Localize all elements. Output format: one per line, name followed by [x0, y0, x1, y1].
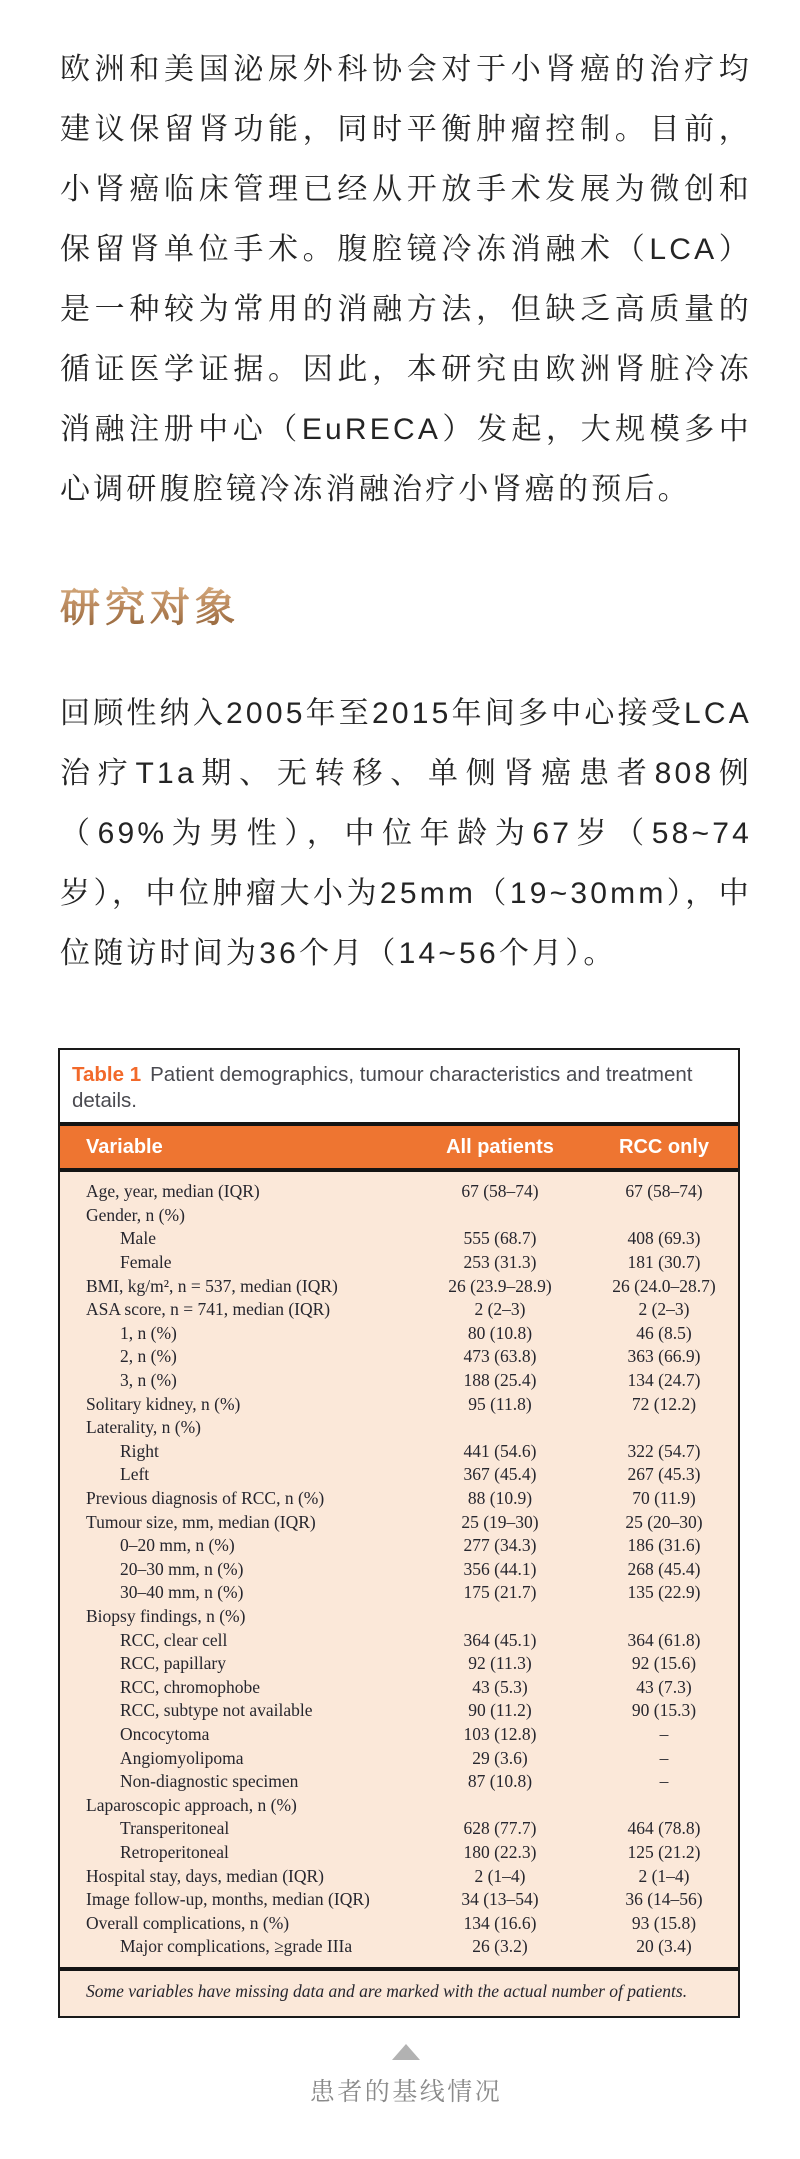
- row-value-rcc-only: 2 (1–4): [638, 1865, 690, 1886]
- row-label: Overall complications, n (%): [86, 1912, 290, 1933]
- row-value-rcc-only: 125 (21.2): [627, 1841, 701, 1862]
- table-row: [60, 1841, 738, 1865]
- table-row: [60, 1204, 738, 1228]
- table-row: [60, 1628, 738, 1652]
- row-value-all-patients: 364 (45.1): [463, 1629, 537, 1650]
- row-label: Retroperitoneal: [120, 1841, 229, 1862]
- table-row: [60, 1534, 738, 1558]
- column-header-rcc-only: RCC only: [619, 1135, 709, 1158]
- row-label: Female: [120, 1252, 172, 1273]
- row-label: 0–20 mm, n (%): [120, 1535, 235, 1556]
- row-value-all-patients: 188 (25.4): [463, 1370, 537, 1391]
- row-value-all-patients: 26 (23.9–28.9): [448, 1275, 552, 1296]
- table-row: [60, 1793, 738, 1817]
- column-header-variable: Variable: [86, 1135, 163, 1158]
- row-label: Male: [120, 1228, 156, 1249]
- row-label: Laterality, n (%): [86, 1417, 201, 1438]
- table-caption-label: Table 1: [72, 1063, 142, 1086]
- row-value-rcc-only: 363 (66.9): [627, 1346, 701, 1367]
- row-value-rcc-only: 46 (8.5): [636, 1322, 692, 1343]
- row-value-rcc-only: 134 (24.7): [627, 1370, 701, 1391]
- table-row: [60, 1416, 738, 1440]
- table-row: [60, 1699, 738, 1723]
- row-value-rcc-only: 25 (20–30): [625, 1511, 703, 1532]
- row-value-rcc-only: 67 (58–74): [625, 1181, 703, 1202]
- row-value-all-patients: 2 (1–4): [474, 1865, 526, 1886]
- row-label: RCC, subtype not available: [120, 1700, 313, 1721]
- row-value-all-patients: 555 (68.7): [463, 1228, 537, 1249]
- row-label: 30–40 mm, n (%): [120, 1582, 244, 1603]
- table-row: [60, 1392, 738, 1416]
- row-value-all-patients: 87 (10.8): [467, 1771, 533, 1792]
- row-value-all-patients: 441 (54.6): [463, 1440, 537, 1461]
- table-row: [60, 1746, 738, 1770]
- row-label: 2, n (%): [120, 1346, 177, 1367]
- row-label: Gender, n (%): [86, 1204, 185, 1225]
- row-value-rcc-only: 72 (12.2): [631, 1393, 697, 1414]
- row-value-rcc-only: 36 (14–56): [625, 1889, 703, 1910]
- row-label: Left: [120, 1464, 150, 1485]
- table-row: [60, 1180, 738, 1204]
- table-figure: [58, 1048, 740, 2018]
- table-row: [60, 1558, 738, 1582]
- table-row: [60, 1440, 738, 1464]
- table-row: [60, 1770, 738, 1794]
- column-header-all-patients: All patients: [446, 1135, 554, 1158]
- row-value-rcc-only: 186 (31.6): [627, 1535, 701, 1556]
- row-value-rcc-only: 135 (22.9): [627, 1582, 701, 1603]
- table-caption-text: Patient demographics, tumour characteristics and treatment details.: [72, 1063, 693, 1112]
- table-row: [60, 1935, 738, 1959]
- section-heading: 研究对象: [60, 585, 240, 630]
- row-value-all-patients: 253 (31.3): [463, 1252, 537, 1273]
- table-caption: [60, 1050, 738, 1122]
- table-row: [60, 1510, 738, 1534]
- table-row: [60, 1888, 738, 1912]
- row-label: Major complications, ≥grade IIIa: [120, 1936, 353, 1957]
- row-label: Transperitoneal: [120, 1818, 230, 1839]
- table-row: [60, 1369, 738, 1393]
- row-label: Oncocytoma: [120, 1723, 210, 1744]
- row-value-all-patients: 90 (11.2): [468, 1700, 532, 1721]
- row-label: Angiomyolipoma: [120, 1747, 244, 1768]
- row-value-all-patients: 34 (13–54): [461, 1889, 539, 1910]
- row-value-rcc-only: 43 (7.3): [636, 1676, 692, 1697]
- table-row: [60, 1487, 738, 1511]
- row-value-rcc-only: –: [659, 1723, 669, 1744]
- row-label: Age, year, median (IQR): [86, 1181, 260, 1202]
- table-footnote: Some variables have missing data and are marked with the actual number of patients.: [60, 1967, 738, 2016]
- row-value-rcc-only: 26 (24.0–28.7): [612, 1275, 716, 1296]
- row-value-rcc-only: 181 (30.7): [627, 1252, 701, 1273]
- row-value-rcc-only: 267 (45.3): [627, 1464, 701, 1485]
- row-value-rcc-only: 93 (15.8): [631, 1912, 697, 1933]
- row-value-all-patients: 2 (2–3): [474, 1299, 526, 1320]
- figure-footer: [60, 2044, 752, 2108]
- row-value-all-patients: 628 (77.7): [463, 1818, 537, 1839]
- row-value-all-patients: 103 (12.8): [463, 1723, 537, 1744]
- row-value-rcc-only: 20 (3.4): [636, 1936, 692, 1957]
- row-label: RCC, clear cell: [120, 1629, 228, 1650]
- row-value-rcc-only: 364 (61.8): [627, 1629, 701, 1650]
- row-value-all-patients: 356 (44.1): [463, 1558, 537, 1579]
- section-heading-wrap: [60, 584, 752, 634]
- row-label: Right: [120, 1440, 159, 1461]
- table-row: [60, 1864, 738, 1888]
- row-label: RCC, chromophobe: [120, 1676, 260, 1697]
- row-value-rcc-only: 92 (15.6): [631, 1653, 697, 1674]
- row-label: Image follow-up, months, median (IQR): [86, 1889, 370, 1910]
- row-value-rcc-only: –: [659, 1771, 669, 1792]
- row-label: Laparoscopic approach, n (%): [86, 1794, 297, 1815]
- row-value-all-patients: 80 (10.8): [467, 1322, 533, 1343]
- row-label: 20–30 mm, n (%): [120, 1558, 244, 1579]
- row-value-all-patients: 180 (22.3): [463, 1841, 537, 1862]
- table-row: [60, 1605, 738, 1629]
- row-label: RCC, papillary: [120, 1653, 226, 1674]
- row-value-rcc-only: 90 (15.3): [631, 1700, 697, 1721]
- row-value-all-patients: 88 (10.9): [467, 1488, 533, 1509]
- table-row: [60, 1251, 738, 1275]
- row-value-all-patients: 25 (19–30): [461, 1511, 539, 1532]
- row-label: Biopsy findings, n (%): [86, 1605, 246, 1626]
- row-value-rcc-only: 408 (69.3): [627, 1228, 701, 1249]
- table-header-row: [60, 1122, 738, 1172]
- row-value-all-patients: 367 (45.4): [463, 1464, 537, 1485]
- row-value-all-patients: 26 (3.2): [472, 1936, 528, 1957]
- table-row: [60, 1652, 738, 1676]
- table-row: [60, 1911, 738, 1935]
- row-value-all-patients: 473 (63.8): [463, 1346, 537, 1367]
- table-row: [60, 1463, 738, 1487]
- table-body: [60, 1172, 738, 1967]
- row-value-rcc-only: 268 (45.4): [627, 1558, 701, 1579]
- row-label: 3, n (%): [120, 1370, 177, 1391]
- row-value-all-patients: 277 (34.3): [463, 1535, 537, 1556]
- row-value-all-patients: 134 (16.6): [463, 1912, 537, 1933]
- table-row: [60, 1675, 738, 1699]
- table-row: [60, 1817, 738, 1841]
- row-label: Solitary kidney, n (%): [86, 1393, 241, 1414]
- table-row: [60, 1274, 738, 1298]
- triangle-up-icon: [392, 2044, 420, 2060]
- row-label: ASA score, n = 741, median (IQR): [86, 1299, 331, 1320]
- table-row: [60, 1227, 738, 1251]
- cohort-paragraph: 回顾性纳入2005年至2015年间多中心接受LCA治疗T1a期、无转移、单侧肾癌患者808例（69%为男性），中位年龄为67岁（58~74岁），中位肿瘤大小为25mm（19~30mm），中位随访时间为36个月（14~56个月）。: [60, 697, 752, 970]
- row-label: 1, n (%): [120, 1322, 177, 1343]
- intro-paragraph: 欧洲和美国泌尿外科协会对于小肾癌的治疗均建议保留肾功能，同时平衡肿瘤控制。目前，小肾癌临床管理已经从开放手术发展为微创和保留肾单位手术。腹腔镜冷冻消融术（LCA）是一种较为常用的消融方法，但缺乏高质量的循证医学证据。因此，本研究由欧洲肾脏冷冻消融注册中心（EuRECA）发起，大规模多中心调研腹腔镜冷冻消融治疗小肾癌的预后。: [60, 53, 752, 506]
- figure-caption: 患者的基线情况: [309, 2077, 503, 2106]
- row-value-all-patients: 175 (21.7): [463, 1582, 537, 1603]
- row-value-rcc-only: –: [659, 1747, 669, 1768]
- table-row: [60, 1581, 738, 1605]
- row-value-all-patients: 29 (3.6): [472, 1747, 528, 1768]
- row-value-all-patients: 67 (58–74): [461, 1181, 539, 1202]
- table-row: [60, 1345, 738, 1369]
- table-row: [60, 1723, 738, 1747]
- table-row: [60, 1322, 738, 1346]
- row-value-all-patients: 95 (11.8): [468, 1393, 532, 1414]
- row-label: Hospital stay, days, median (IQR): [86, 1865, 324, 1886]
- row-value-rcc-only: 2 (2–3): [638, 1299, 690, 1320]
- table-row: [60, 1298, 738, 1322]
- row-value-all-patients: 92 (11.3): [468, 1653, 532, 1674]
- row-value-rcc-only: 464 (78.8): [627, 1818, 701, 1839]
- row-value-rcc-only: 322 (54.7): [627, 1440, 701, 1461]
- row-label: BMI, kg/m², n = 537, median (IQR): [86, 1275, 338, 1296]
- row-label: Previous diagnosis of RCC, n (%): [86, 1488, 325, 1509]
- row-value-all-patients: 43 (5.3): [472, 1676, 528, 1697]
- row-label: Non-diagnostic specimen: [120, 1771, 299, 1792]
- row-label: Tumour size, mm, median (IQR): [86, 1511, 316, 1532]
- row-value-rcc-only: 70 (11.9): [632, 1488, 696, 1509]
